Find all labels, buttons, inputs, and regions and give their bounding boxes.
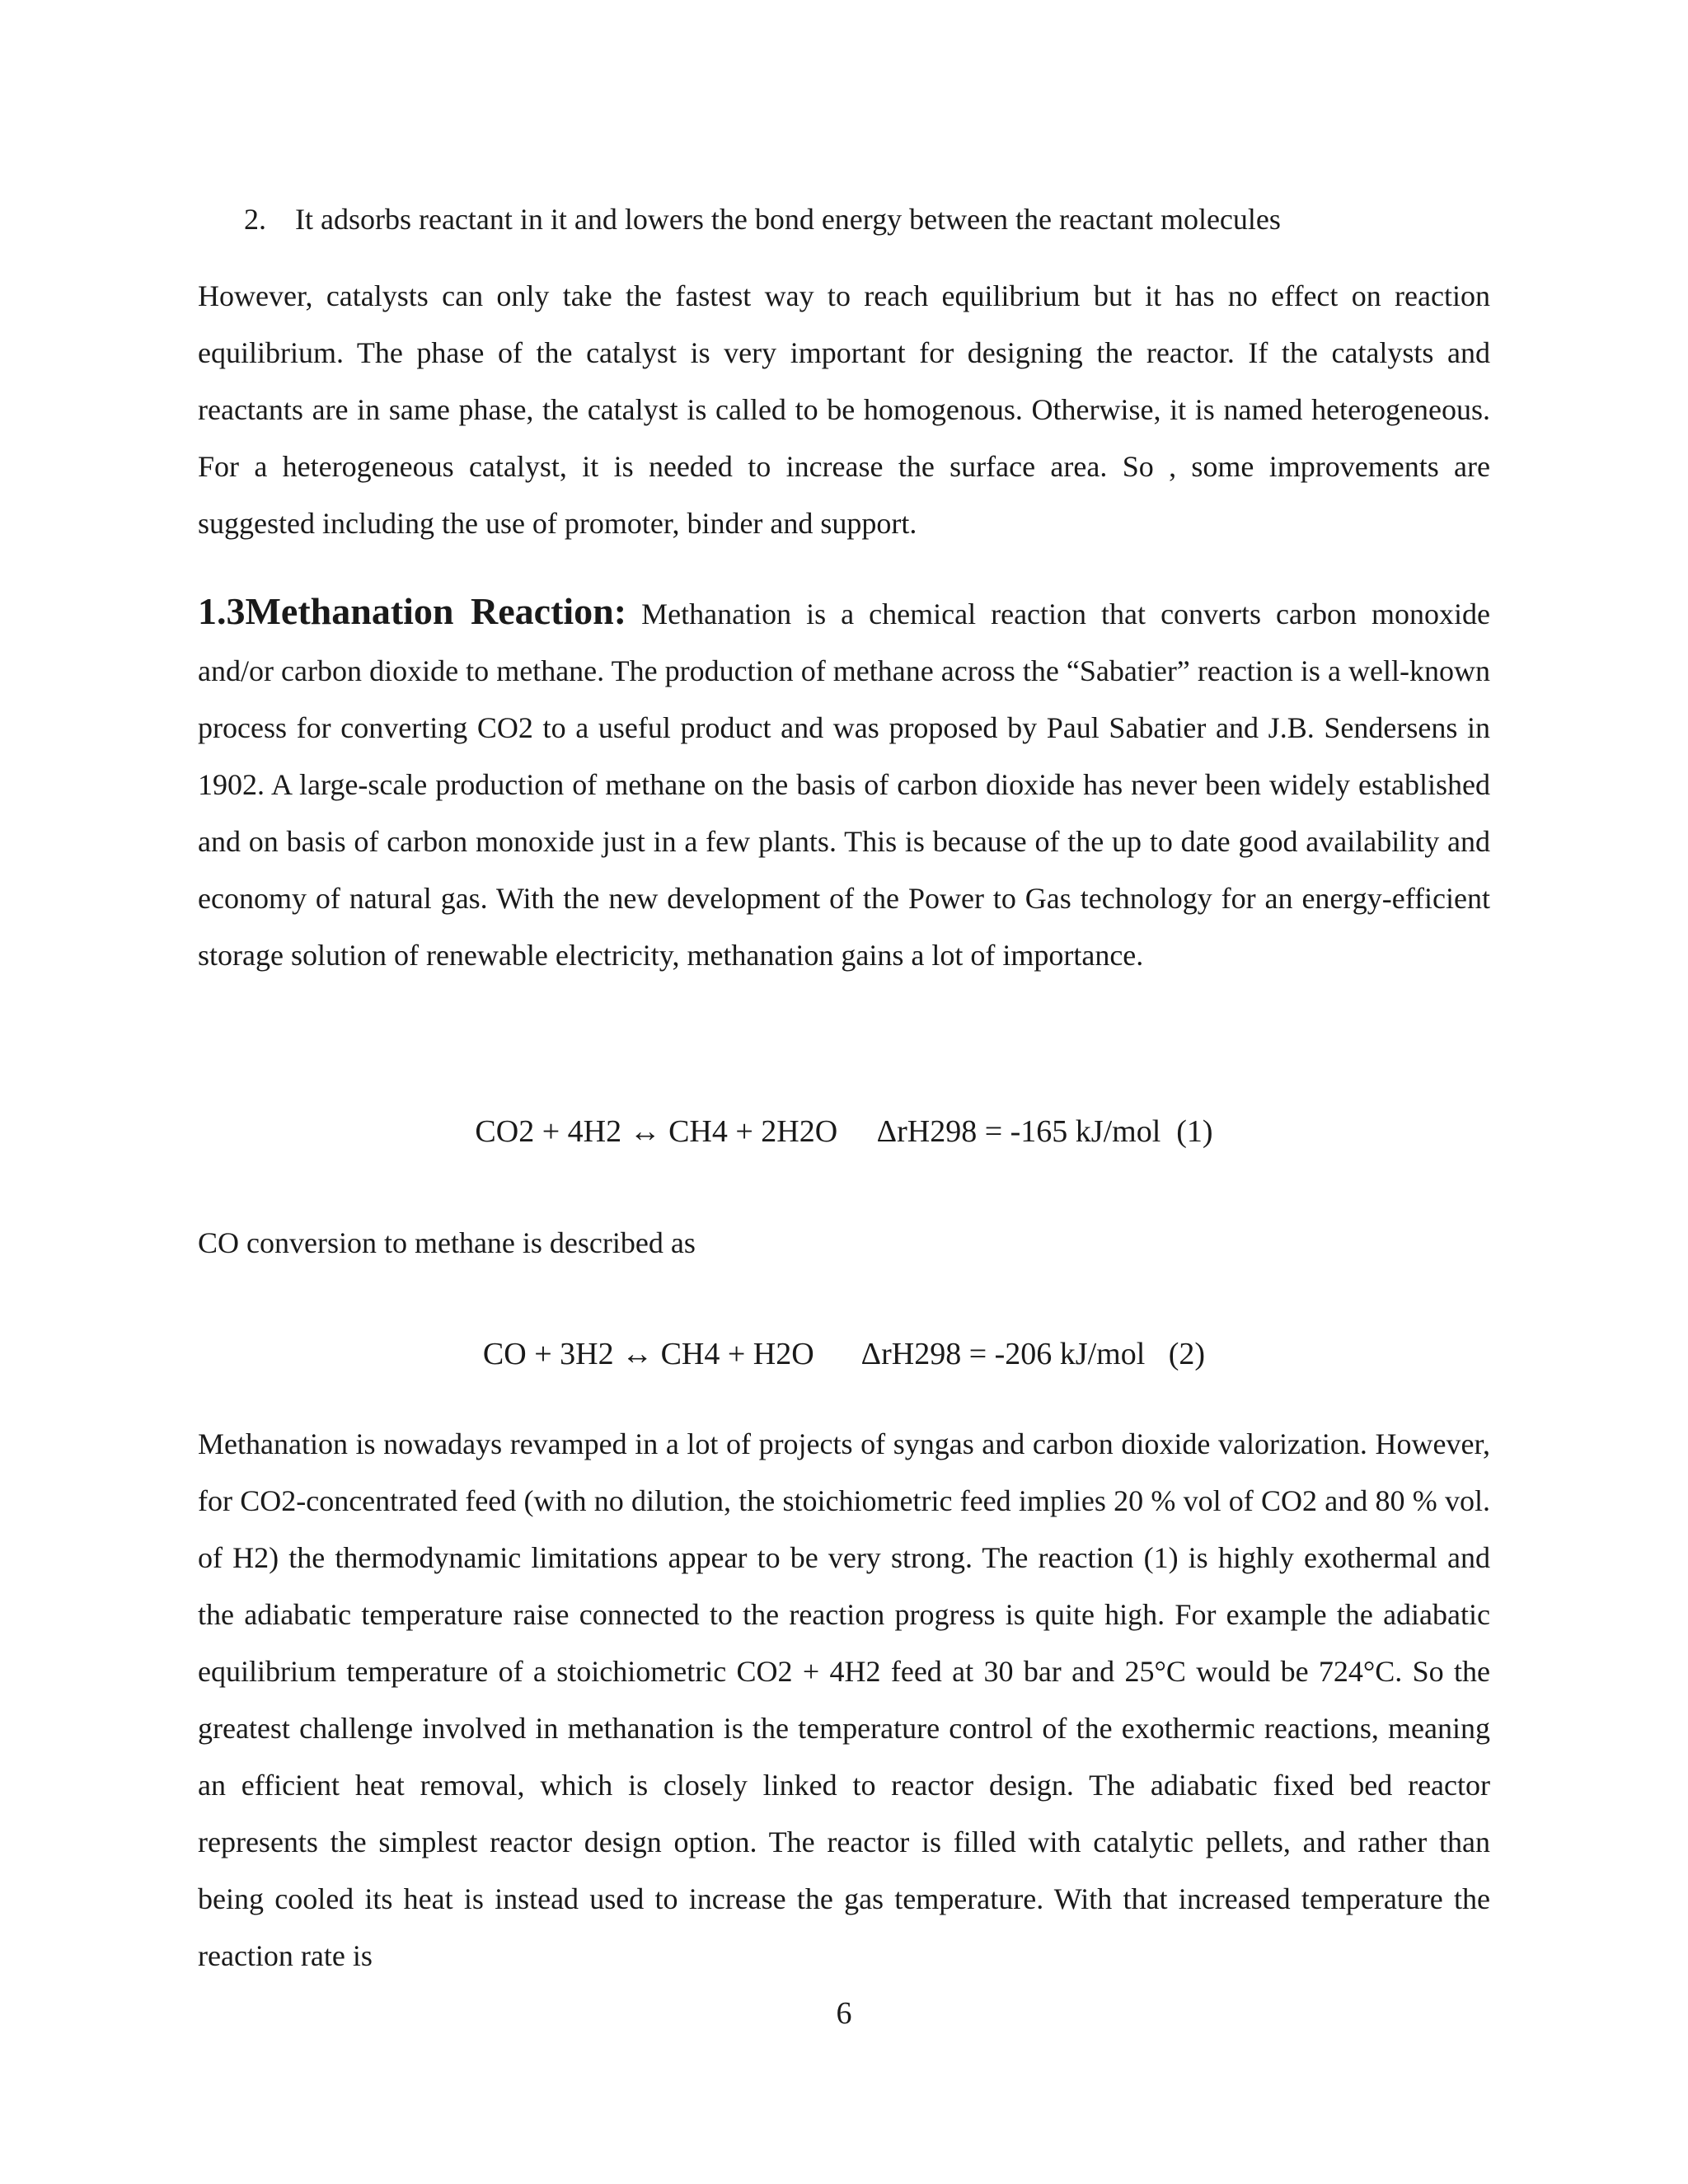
co-conversion-intro: CO conversion to methane is described as — [198, 1226, 696, 1259]
section-text: Methanation is a chemical reaction that converts carbon monoxide and/or carbon dioxide to methane. The production of methane across the “Sabatier” reaction is a well-known process for converting CO2 to a useful product and was proposed by Paul Sabatier and J.B. Sendersens in 1902. A large-scale production of methane on the basis of carbon dioxide has never been widely established and on basis of carbon monoxide just in a few plants. This is because of the up to date good availability and economy of natural gas. With the new development of the Power to Gas technology for an energy-efficient storage solution of renewable electricity, methanation gains a lot of importance. — [198, 598, 1491, 972]
paragraph-methanation-challenges: Methanation is nowadays revamped in a lot of projects of syngas and carbon dioxide valorization. However, for CO2-concentrated feed (with no dilution, the stoichiometric feed implies 20 % vol of CO2 and 80 % vol. of H2) the thermodynamic limitations appear to be very strong. The reaction (1) is highly exothermal and the adiabatic temperature raise connected to the reaction progress is quite high. For example the adiabatic equilibrium temperature of a stoichiometric CO2 + 4H2 feed at 30 bar and 25°C would be 724°C. So the greatest challenge involved in methanation is the temperature control of the exothermic reactions, meaning an efficient heat removal, which is closely linked to reactor design. The adiabatic fixed bed reactor represents the simplest reactor design option. The reactor is filled with catalytic pellets, and rather than being cooled its heat is instead used to increase the gas temperature. With that increased temperature the reaction rate is — [198, 1427, 1490, 1972]
section-heading: 1.3Methanation Reaction: — [198, 590, 627, 632]
page-number: 6 — [836, 1996, 852, 2031]
list-item-number: 2. — [244, 203, 266, 236]
equation-1: CO2 + 4H2 ↔ CH4 + 2H2O ΔrH298 = -165 kJ/mol (1) — [475, 1114, 1213, 1149]
list-item — [244, 191, 1497, 248]
paragraph-catalysts: However, catalysts can only take the fastest way to reach equilibrium but it has no effect on reaction equilibrium. The phase of the catalyst is very important for designing the reactor. If the catalysts and reactants are in same phase, the catalyst is called to be homogenous. Otherwise, it is named heterogeneous. For a heterogeneous catalyst, it is needed to increase the surface area. So , some improvements are suggested including the use of promoter, binder and support. — [198, 279, 1490, 540]
list-item-text: It adsorbs reactant in it and lowers the bond energy between the reactant molecules — [295, 203, 1281, 236]
equation-2: CO + 3H2 ↔ CH4 + H2O ΔrH298 = -206 kJ/mol (2) — [482, 1337, 1206, 1371]
section-methanation — [198, 583, 1490, 984]
